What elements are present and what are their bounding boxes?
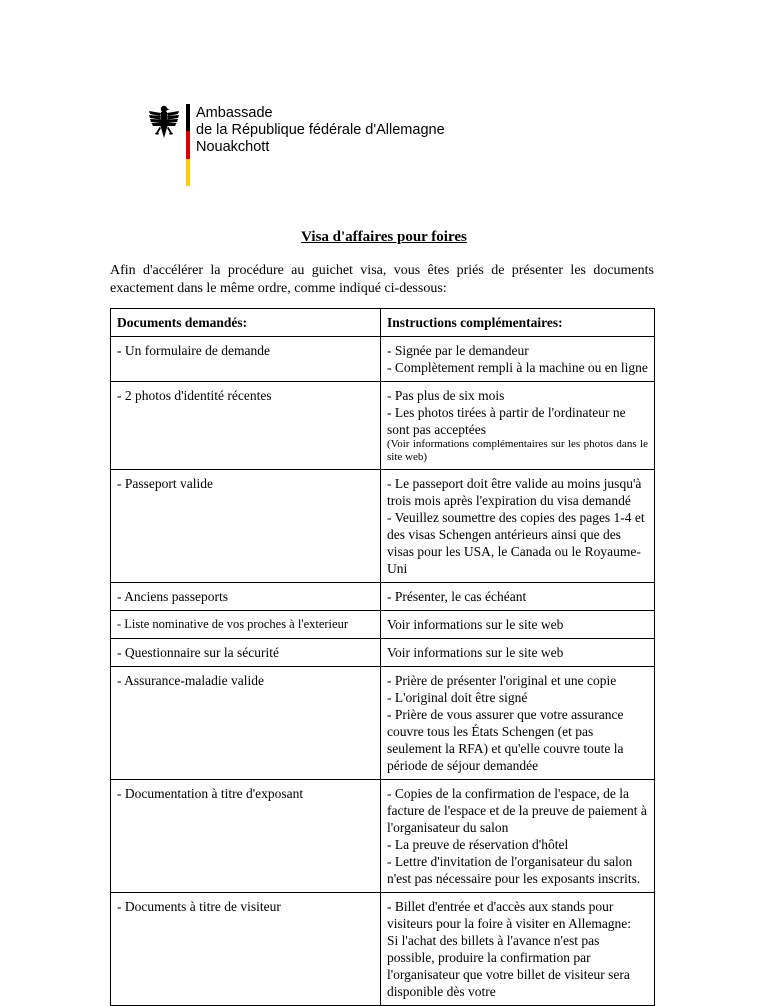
table-row xyxy=(111,780,655,893)
instruction-cell xyxy=(381,639,655,667)
letterhead xyxy=(148,104,468,188)
document-cell: - Liste nominative de vos proches à l'exterieur xyxy=(111,611,381,639)
instruction-note: (Voir informations complémentaires sur les photos dans le site web) xyxy=(387,438,648,463)
instruction-line: Voir informations sur le site web xyxy=(387,645,564,660)
instruction-line: - Présenter, le cas échéant xyxy=(387,589,527,604)
instruction-line: - Signée par le demandeur xyxy=(387,343,529,358)
instruction-line: Voir informations sur le site web xyxy=(387,617,564,632)
table-row xyxy=(111,470,655,583)
document-cell: - Assurance-maladie valide xyxy=(111,667,381,780)
document-cell: - Un formulaire de demande xyxy=(111,337,381,382)
instruction-line: - Les photos tirées à partir de l'ordinateur ne sont pas acceptées xyxy=(387,405,626,437)
instruction-cell xyxy=(381,583,655,611)
instruction-cell xyxy=(381,382,655,470)
document-cell: - Anciens passeports xyxy=(111,583,381,611)
page-title: Visa d'affaires pour foires xyxy=(301,229,467,245)
embassy-name xyxy=(196,105,445,156)
document-cell: - Documents à titre de visiteur xyxy=(111,893,381,1006)
document-cell: - Passeport valide xyxy=(111,470,381,583)
instruction-line: - Billet d'entrée et d'accès aux stands pour visiteurs pour la foire à visiter en Allemagne: xyxy=(387,899,632,931)
table-row xyxy=(111,583,655,611)
instruction-cell xyxy=(381,337,655,382)
intro-paragraph: Afin d'accélérer la procédure au guichet visa, vous êtes priés de présenter les documents exactement dans le même ordre, comme indiqué ci-dessous: xyxy=(110,263,654,296)
header-documents: Documents demandés: xyxy=(111,309,381,337)
instruction-line: - Lettre d'invitation de l'organisateur du salon n'est pas nécessaire pour les exposants inscrits. xyxy=(387,854,641,886)
instruction-line: - La preuve de réservation d'hôtel xyxy=(387,837,569,852)
documents-table xyxy=(110,308,655,1006)
embassy-line-2: de la République fédérale d'Allemagne xyxy=(196,122,445,138)
instruction-line: - Copies de la confirmation de l'espace, de la facture de l'espace et de la preuve de paiement à l'organisateur du salon xyxy=(387,786,647,835)
table-row xyxy=(111,667,655,780)
instruction-cell xyxy=(381,893,655,1006)
table-row xyxy=(111,893,655,1006)
instruction-line: - Complètement rempli à la machine ou en ligne xyxy=(387,360,648,375)
document-cell: - Documentation à titre d'exposant xyxy=(111,780,381,893)
header-instructions: Instructions complémentaires: xyxy=(381,309,655,337)
instruction-line: - Veuillez soumettre des copies des pages 1-4 et des visas Schengen antérieurs ainsi que des visas pour les USA, le Canada ou le Royaume-Uni xyxy=(387,510,645,576)
document-cell: - 2 photos d'identité récentes xyxy=(111,382,381,470)
table-row xyxy=(111,337,655,382)
instruction-line: - Prière de présenter l'original et une copie xyxy=(387,673,617,688)
instruction-line: - Le passeport doit être valide au moins jusqu'à trois mois après l'expiration du visa demandé xyxy=(387,476,642,508)
instruction-line: Si l'achat des billets à l'avance n'est pas possible, produire la confirmation par l'organisateur que votre billet de visiteur sera disponible dès votre xyxy=(387,933,630,999)
table-row xyxy=(111,639,655,667)
instruction-cell xyxy=(381,470,655,583)
german-flag-bar xyxy=(186,104,190,186)
embassy-line-1: Ambassade xyxy=(196,105,273,121)
table-row xyxy=(111,611,655,639)
federal-eagle-icon xyxy=(148,104,180,142)
table-row xyxy=(111,382,655,470)
table-header-row xyxy=(111,309,655,337)
instruction-cell xyxy=(381,780,655,893)
instruction-line: - Pas plus de six mois xyxy=(387,388,505,403)
instruction-cell xyxy=(381,611,655,639)
instruction-line: - L'original doit être signé xyxy=(387,690,528,705)
instruction-cell xyxy=(381,667,655,780)
embassy-line-3: Nouakchott xyxy=(196,139,270,155)
document-cell: - Questionnaire sur la sécurité xyxy=(111,639,381,667)
instruction-line: - Prière de vous assurer que votre assurance couvre tous les États Schengen (et pas seulement la RFA) et qu'elle couvre toute la période de séjour demandée xyxy=(387,707,624,773)
